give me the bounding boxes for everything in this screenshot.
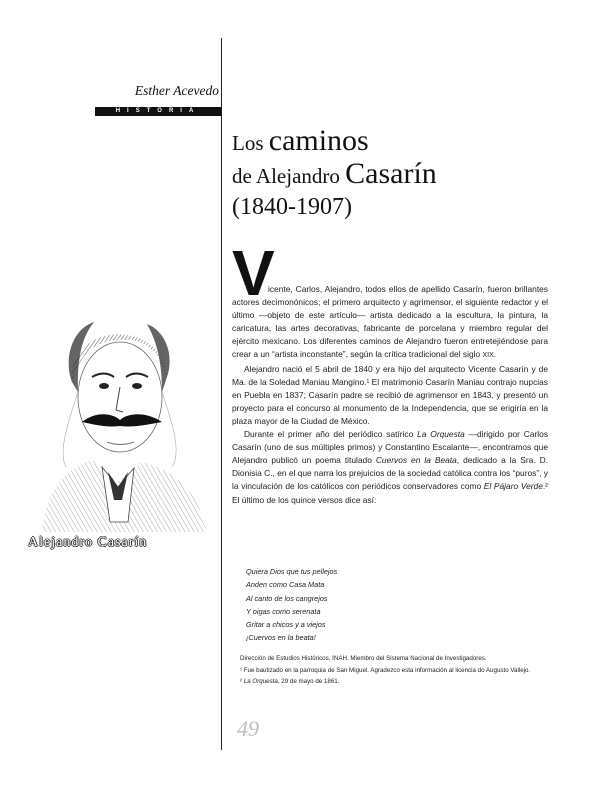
paragraph-1: icente, Carlos, Alejandro, todos ellos de apellido Casarín, fueron brillantes actores decimonónicos; el primero arquitecto y agrimensor, el siguiente redactor y el último —objeto de este artículo— artista dedicado a la escultura, la pintura, la caricatura, las artes decorativas, fabricante de porcelana y miembro regular del ejército mexicano. Los diferentes caminos de Alejandro fueron entretejiéndose para crear a un “artista inconstante”, según la crítica tradicional del siglo XIX. — [232, 284, 548, 360]
poem-line: Quiera Dios que tus pellejos — [246, 567, 338, 576]
portrait-caption: Alejandro Casarín — [28, 535, 148, 550]
section-label: HISTORIA — [95, 107, 221, 116]
portrait-illustration — [22, 282, 214, 532]
article-body — [232, 283, 548, 507]
poem-line: ¡Cuervos en la beata! — [246, 633, 316, 643]
vertical-rule — [221, 38, 222, 750]
article-title — [232, 126, 582, 219]
page-number: 49 — [237, 716, 259, 741]
footnote-author: Dirección de Estudios Históricos, INAH. Miembro del Sistema Nacional de Investigadores. — [240, 655, 487, 662]
poem-stanza — [246, 565, 337, 645]
drop-cap: V — [232, 237, 275, 309]
author-name: Esther Acevedo — [134, 83, 219, 98]
title-dates: (1840-1907) — [232, 194, 352, 220]
footnote-2: ² La Orquesta, 29 de mayo de 1861. — [240, 678, 340, 686]
paragraph-3: Durante el primer año del periódico satírico La Orquesta —dirigido por Carlos Casarín (uno de sus múltiples primos) y Constantino Escalante—, encontramos que Alejandro publicó un poema titulado Cuervos en la Beata, dedicado a la Sra. D. Dionisia C., en el que narra los prejuicios de la sociedad católica contra los “puros”, y la vinculación de los católicos con periódicos conservadores como El Pájaro Verde.² El último de los quince versos dice así: — [232, 429, 549, 505]
poem-line: Al canto de los cangrejos — [246, 593, 328, 603]
footnote-1: ¹ Fue bautizado en la parroquia de San Miguel. Agradezco esta información al licencia do Augusto Vallejo. — [240, 666, 531, 674]
poem-line: Y oigas como serenata — [246, 606, 321, 616]
poem-line: Anden como Casa Mata — [246, 580, 325, 590]
title-line-2: de Alejandro Casarín — [232, 157, 437, 190]
footnotes — [232, 654, 546, 689]
title-line-1: Los caminos — [232, 124, 369, 157]
poem-line: Gritar a chicos y a viejos — [246, 620, 326, 630]
paragraph-2: Alejandro nació el 5 abril de 1840 y era hijo del arquitecto Vicente Casarín y de Ma. de la Soledad Maniau Mangino.¹ El matrimonio Casarín Maniau contrajo nupcias en Puebla en 1837; Casarín padre se recibió de agrimensor en 1843, y presentó un proyecto para el concurso al monumento de la Independencia, que se erigiría en la plaza mayor de la Ciudad de México. — [232, 363, 548, 426]
